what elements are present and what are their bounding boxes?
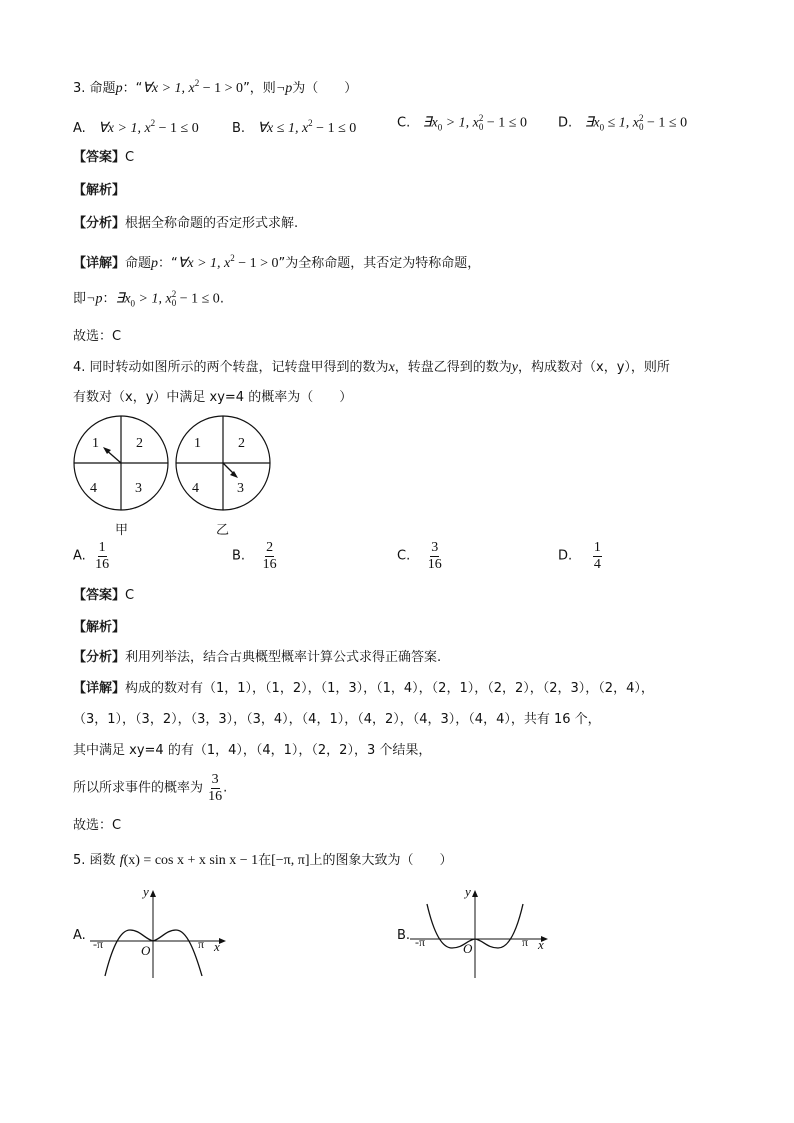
wheel-yi-q4: 4 <box>192 481 199 496</box>
wheel-jia-q1: 1 <box>92 436 99 451</box>
q4-option-b[interactable]: B. $\frac{2}{16}$ <box>232 540 277 572</box>
q5-graph-b[interactable] <box>405 882 565 982</box>
graph-a-origin: O <box>141 943 151 958</box>
graph-b-x-label: x <box>538 937 544 952</box>
q3-option-d[interactable]: D. $\exists x_0 \le 1$, x 2 0 − 1 ≤ 0 <box>558 113 688 133</box>
q3-answer: 【答案】C <box>73 150 135 165</box>
q4-stem-line2: 有数对（x，y）中满足 xy=4 的概率为（ ） <box>73 390 353 405</box>
q5-option-b-letter[interactable]: B. <box>397 928 411 943</box>
q5-number: 5. <box>73 853 86 868</box>
q3-stem: 3. 命题p：“∀x > 1, $x^2 - 1 > 0$”，则¬p为（ ） <box>73 78 358 96</box>
graph-a-pi: π <box>198 937 205 951</box>
wheel-jia-q4: 4 <box>90 481 97 496</box>
q5-stem: 5. 函数 f(x) = cos x + x sin x − 1在[−π, π]上的图象大致为（ ） <box>73 853 453 868</box>
graph-a-x-label: x <box>214 939 220 954</box>
wheel-jia-label: 甲 <box>115 523 129 538</box>
q3-analysis-heading: 【解析】 <box>73 183 126 198</box>
q4-analysis-heading: 【解析】 <box>73 620 126 635</box>
q3-ji: 即¬p：$\exists x_0 > 1$, x 2 0 − 1 ≤ 0. <box>73 289 224 309</box>
wheel-jia-q2: 2 <box>136 436 143 451</box>
q4-number: 4. <box>73 360 86 375</box>
q4-xiangjie-line2: （3，1），（3，2），（3，3），（3，4），（4，1），（4，2），（4，3），（4，4），共有 16 个， <box>73 712 601 727</box>
q4-option-c[interactable]: C. $\frac{3}{16}$ <box>397 540 442 572</box>
wheel-jia <box>74 416 168 510</box>
wheel-yi-label: 乙 <box>216 523 230 538</box>
q3-xiangjie: 【详解】命题p：“∀x > 1, $x^2 - 1 > 0$”为全称命题，其否定为特称命题， <box>73 253 481 271</box>
graph-a-y-label: y <box>143 884 149 899</box>
q4-spinners-figure <box>68 408 288 538</box>
graph-a-neg-pi: -π <box>93 937 104 951</box>
wheel-yi <box>176 416 270 510</box>
q4-xiangjie-line1: 【详解】构成的数对有（1，1），（1，2），（1，3），（1，4），（2，1），（2，2），（2，3），（2，4）， <box>73 681 654 696</box>
q5-graph-a[interactable] <box>85 882 235 982</box>
graph-b-y-label: y <box>465 884 471 899</box>
q3-fenxi: 【分析】根据全称命题的否定形式求解. <box>73 216 299 231</box>
wheel-yi-q1: 1 <box>194 436 201 451</box>
q4-xiangjie-line3: 其中满足 xy=4 的有（1，4），（4，1），（2，2），3 个结果， <box>73 743 432 758</box>
graph-b-origin: O <box>463 941 473 956</box>
q4-stem-line1: 4. 同时转动如图所示的两个转盘，记转盘甲得到的数为x，转盘乙得到的数为y，构成数对（x，y），则所 <box>73 360 670 375</box>
wheel-yi-q2: 2 <box>238 436 245 451</box>
wheel-jia-q3: 3 <box>135 481 142 496</box>
q4-answer: 【答案】C <box>73 588 135 603</box>
q3-option-c[interactable]: C. $\exists x_0 > 1$, x 2 0 − 1 ≤ 0 <box>397 113 527 133</box>
wheel-yi-q3: 3 <box>237 481 244 496</box>
q5-option-a-letter[interactable]: A. <box>73 928 86 943</box>
q3-option-a[interactable]: A. ∀x > 1, $x^2 - 1 \le 0$ <box>73 118 199 136</box>
q3-number: 3. <box>73 81 86 96</box>
q4-xiangjie-line4: 所以所求事件的概率为 $\frac{3}{16}$ . <box>73 772 228 804</box>
graph-b-pi: π <box>522 935 529 949</box>
q4-option-a[interactable]: A. $\frac{1}{16}$ <box>73 540 110 572</box>
graph-b-neg-pi: -π <box>415 935 426 949</box>
q3-option-b[interactable]: B. ∀x ≤ 1, $x^2 - 1 \le 0$ <box>232 118 357 136</box>
q4-guxuan: 故选：C <box>73 818 122 833</box>
q4-option-d[interactable]: D. $\frac{1}{4}$ <box>558 540 601 572</box>
q4-fenxi: 【分析】利用列举法，结合古典概型概率计算公式求得正确答案. <box>73 650 442 665</box>
q3-guxuan: 故选：C <box>73 329 122 344</box>
